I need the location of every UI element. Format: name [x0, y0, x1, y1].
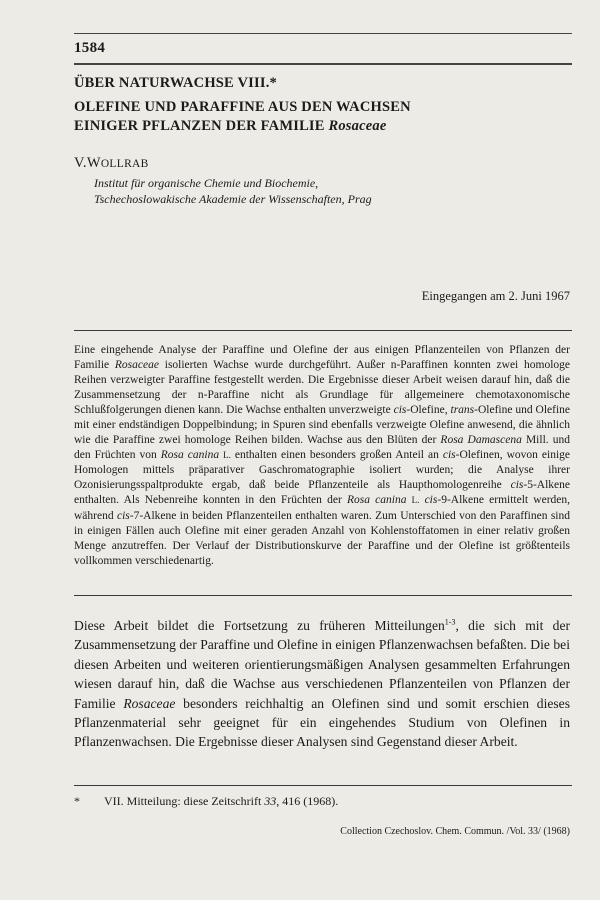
- author-surname-rest: OLLRAB: [100, 158, 149, 170]
- title-line-1: OLEFINE UND PARAFFINE AUS DEN WACHSEN: [74, 99, 411, 115]
- footnote: [74, 794, 338, 809]
- title-line-2-text: EINIGER PFLANZEN DER FAMILIE: [74, 118, 325, 134]
- author-surname-cap: W: [86, 155, 101, 171]
- abstract-text: -Olefinen, wovon einige Homologen mittels präparativer Gaschromatographie isoliert wurden; die Analyse ihrer Ozonisierungsspaltprodukte ergab, daß beide Pflanzenteile als Haupthomologenreihe: [74, 449, 570, 492]
- abstract-text: Eine eingehende Analyse der Paraffine und Olefine der aus einigen Pflanzenteilen von Pflanzen der Familie: [74, 344, 570, 372]
- footnote-rule: [74, 785, 572, 786]
- abstract-bottom-rule: [74, 595, 572, 596]
- abstract-text: -Olefine,: [406, 404, 451, 417]
- footnote-volume: 33,: [264, 794, 280, 808]
- abstract: [74, 343, 570, 569]
- abstract-italic: cis: [116, 509, 130, 522]
- body-paragraph: [74, 616, 570, 752]
- abstract-text: -9-Alkene ermittelt werden, während: [74, 494, 571, 522]
- abstract-text: -Olefine und Olefine mit einer endständigen Doppelbindung; in Spuren sind ebenfalls verzweigte Olefine anwesend, die ähnlich wie die Paraffine zwei homologe Reihen bilden. Wachse aus den Blüten der: [74, 404, 570, 447]
- page-number: 1584: [74, 40, 106, 56]
- body-italic: Rosaceae: [123, 695, 176, 711]
- journal-reference: Collection Czechoslov. Chem. Commun. /Vol. 33/ (1968): [340, 826, 570, 837]
- title-family-name: Rosaceae: [328, 118, 387, 134]
- abstract-top-rule: [74, 330, 572, 331]
- footnote-mark: *: [74, 794, 80, 808]
- body-text: Diese Arbeit bildet die Fortsetzung zu früheren Mitteilungen: [74, 618, 445, 633]
- abstract-italic: cis: [424, 494, 438, 507]
- author-initial: V.: [74, 155, 87, 171]
- abstract-italic: cis: [510, 479, 524, 492]
- author: [74, 155, 149, 172]
- series-title: ÜBER NATURWACHSE VIII.*: [74, 75, 277, 91]
- abstract-text: -5-Alkene enthalten. Als Nebenreihe konnten in den Früchten der: [74, 479, 570, 507]
- abstract-italic: Rosa canina: [160, 449, 220, 462]
- affiliation-line-1: Institut für organische Chemie und Biochemie,: [94, 176, 319, 190]
- abstract-italic: trans: [450, 404, 475, 417]
- abstract-italic: Rosaceae: [114, 359, 159, 372]
- abstract-italic: cis: [442, 449, 456, 462]
- header-top-rule: [74, 33, 572, 34]
- affiliation-line-2: Tschechoslowakische Akademie der Wissenschaften, Prag: [94, 192, 372, 206]
- abstract-small-caps: L.: [411, 495, 420, 506]
- abstract-text: isolierten Wachse wurde durchgeführt. Außer n-Paraffinen konnten zwei homologe Reihen verzweigter Paraffine festgestellt werden. Die Ergebnisse dieser Arbeit weisen darauf hin, daß die Zusammensetzung der n-Paraffine nicht als Grundlage für allgemeinere chemotaxonomische Schlußfolgerungen dienen kann. Die Wachse enthalten unverzweigte: [74, 359, 571, 417]
- body-text: besonders reichhaltig an Olefinen sind und somit erschien dieses Pflanzenmaterial sehr geeignet für ein eingehendes Studium von Olefinen in Pflanzenwachsen. Die Ergebnisse dieser Analysen sind Gegenstand dieser Arbeit.: [74, 695, 570, 750]
- body-text: , die sich mit der Zusammensetzung der Paraffine und Olefine in einigen Pflanzenwachsen befaßten. Die bei diesen Arbeiten und weiteren orientierungsmäßigen Analysen gesammelten Erfahrungen wiesen darauf hin, daß die Wachse aus verschiedenen Pflanzenteilen von Pflanzen der Familie: [74, 618, 571, 711]
- abstract-text: Mill. und den Früchten von: [74, 434, 571, 462]
- abstract-text: -7-Alkene in beiden Pflanzenteilen enthalten waren. Zum Unterschied von den Paraffinen sind in einigen Fällen auch Olefine mit einer geraden Anzahl von Kohlenstoffatomen in einer relativ großen Menge anzutreffen. Der Verlauf der Distributionskurve der Paraffine und der Olefine ist größtenteils vollkommen verschiedenartig.: [74, 509, 571, 567]
- abstract-text: enthalten einen besonders großen Anteil an: [230, 449, 443, 462]
- abstract-italic: cis: [393, 404, 407, 417]
- header-bottom-rule: [74, 63, 572, 65]
- abstract-italic: Rosa canina: [346, 494, 407, 507]
- footnote-text: 416 (1968).: [279, 794, 339, 808]
- citation-superscript: 1-3: [444, 617, 456, 627]
- abstract-small-caps: L.: [223, 450, 231, 461]
- footnote-text: VII. Mitteilung: diese Zeitschrift: [104, 794, 265, 808]
- abstract-italic: Rosa Damascena: [440, 434, 522, 447]
- received-date: Eingegangen am 2. Juni 1967: [421, 289, 570, 303]
- title-line-2: [74, 118, 386, 135]
